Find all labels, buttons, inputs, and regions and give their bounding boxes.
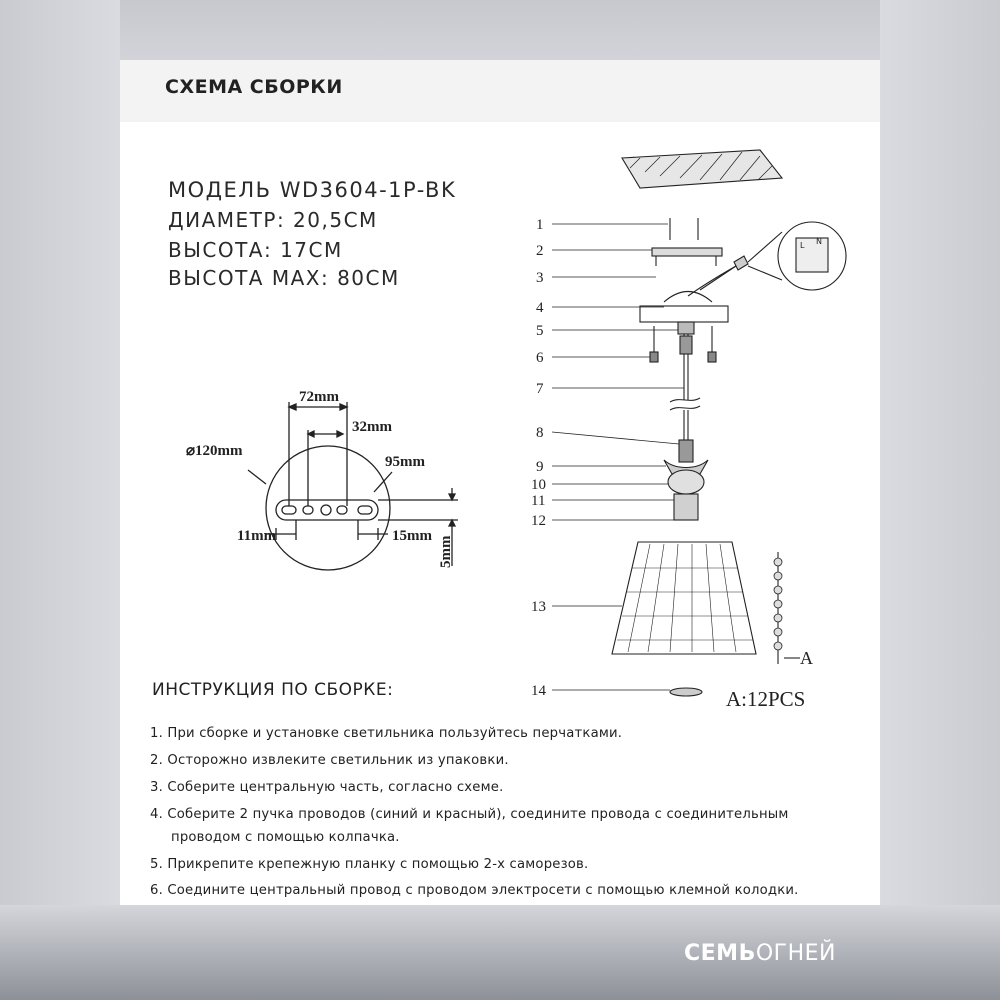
- part-number-11: 11: [531, 493, 546, 509]
- instruction-step-3: 3. Соберите центральную часть, согласно схеме.: [150, 780, 504, 795]
- brand-light: ОГНЕЙ: [755, 941, 836, 966]
- spec-height-max: ВЫСОТА MAX: 80СМ: [168, 266, 400, 290]
- instructions-title: ИНСТРУКЦИЯ ПО СБОРКЕ:: [152, 680, 394, 700]
- part-number-8: 8: [536, 425, 544, 441]
- instruction-step-4-cont: проводом с помощью колпачка.: [171, 830, 400, 845]
- part-number-4: 4: [536, 300, 544, 316]
- part-a-label: A: [800, 648, 813, 668]
- part-number-5: 5: [536, 323, 544, 339]
- dim-15: 15mm: [392, 528, 432, 544]
- part-a-count: A:12PCS: [726, 687, 806, 711]
- brand-bold: СЕМЬ: [684, 941, 756, 966]
- part-number-3: 3: [536, 270, 544, 286]
- dim-72: 72mm: [299, 389, 339, 405]
- terminal-label-n: N: [816, 237, 822, 246]
- dim-5: 5mm: [438, 535, 454, 568]
- dim-11: 11mm: [237, 528, 277, 544]
- part-number-labels: [531, 217, 547, 699]
- part-number-14: 14: [531, 683, 546, 699]
- instruction-step-4: 4. Соберите 2 пучка проводов (синий и красный), соедините провода с соединительным: [150, 807, 789, 822]
- instruction-step-5: 5. Прикрепите крепежную планку с помощью 2-х саморезов.: [150, 857, 589, 872]
- part-number-9: 9: [536, 459, 544, 475]
- part-number-7: 7: [536, 381, 544, 397]
- dim-95: 95mm: [385, 454, 425, 470]
- part-number-6: 6: [536, 350, 544, 366]
- spec-diameter: ДИАМЕТР: 20,5СМ: [168, 208, 378, 232]
- part-number-1: 1: [536, 217, 544, 233]
- part-number-12: 12: [531, 513, 546, 529]
- instruction-step-2: 2. Осторожно извлеките светильник из упаковки.: [150, 753, 509, 768]
- instruction-step-1: 1. При сборке и установке светильника пользуйтесь перчатками.: [150, 726, 623, 741]
- exploded-assembly: [552, 150, 846, 696]
- spec-model: МОДЕЛЬ WD3604-1P-BK: [168, 178, 457, 202]
- part-number-10: 10: [531, 477, 546, 493]
- part-number-13: 13: [531, 599, 546, 615]
- dim-32: 32mm: [352, 419, 392, 435]
- dim-120: ⌀120mm: [186, 443, 243, 459]
- page-title: СХЕМА СБОРКИ: [165, 76, 343, 98]
- terminal-label-l: L: [800, 241, 805, 250]
- spec-height: ВЫСОТА: 17СМ: [168, 238, 343, 262]
- brand-logo: [684, 941, 836, 966]
- part-number-2: 2: [536, 243, 544, 259]
- mounting-bar: [276, 500, 378, 520]
- instruction-step-6: 6. Соедините центральный провод с проводом электросети с помощью клемной колодки.: [150, 883, 799, 898]
